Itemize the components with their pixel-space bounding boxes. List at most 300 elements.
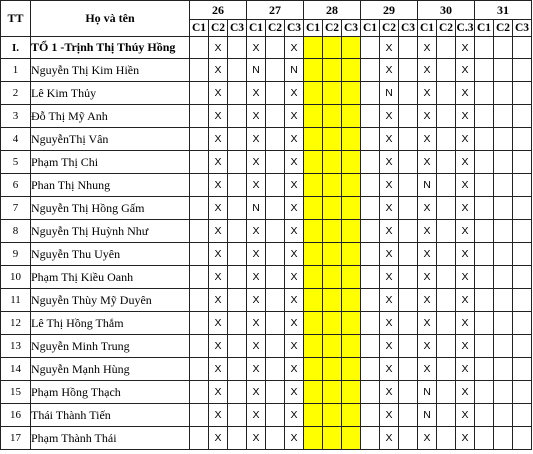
mark-cell[interactable] — [266, 243, 285, 266]
mark-cell[interactable] — [361, 82, 380, 105]
mark-cell[interactable] — [266, 358, 285, 381]
mark-cell[interactable]: X — [456, 243, 475, 266]
mark-cell[interactable] — [304, 381, 323, 404]
member-name[interactable]: Lê Thị Hồng Thắm — [31, 312, 190, 335]
member-name[interactable]: Phạm Thị Chi — [31, 151, 190, 174]
member-name[interactable]: Lê Kim Thủy — [31, 82, 190, 105]
mark-cell[interactable] — [399, 358, 418, 381]
mark-cell[interactable] — [190, 243, 209, 266]
mark-cell[interactable]: X — [209, 335, 228, 358]
mark-cell[interactable] — [266, 289, 285, 312]
mark-cell[interactable] — [399, 82, 418, 105]
mark-cell[interactable] — [228, 82, 247, 105]
mark-cell[interactable] — [513, 335, 532, 358]
mark-cell[interactable] — [399, 105, 418, 128]
mark-cell[interactable] — [323, 220, 342, 243]
member-name[interactable]: Nguyễn Thùy Mỹ Duyên — [31, 289, 190, 312]
row-number[interactable]: 12 — [1, 312, 31, 335]
mark-cell[interactable]: X — [285, 105, 304, 128]
mark-cell[interactable] — [494, 220, 513, 243]
mark-cell[interactable]: X — [380, 128, 399, 151]
mark-cell[interactable] — [323, 289, 342, 312]
mark-cell[interactable] — [494, 82, 513, 105]
mark-cell[interactable] — [475, 266, 494, 289]
mark-cell[interactable]: X — [418, 220, 437, 243]
mark-cell[interactable] — [399, 151, 418, 174]
mark-cell[interactable]: N — [380, 82, 399, 105]
mark-cell[interactable] — [494, 59, 513, 82]
mark-cell[interactable]: X — [285, 128, 304, 151]
mark-cell[interactable] — [266, 82, 285, 105]
mark-cell[interactable] — [304, 59, 323, 82]
mark-cell[interactable]: X — [247, 174, 266, 197]
row-number[interactable]: 6 — [1, 174, 31, 197]
mark-cell[interactable] — [266, 59, 285, 82]
mark-cell[interactable] — [323, 128, 342, 151]
mark-cell[interactable]: X — [380, 335, 399, 358]
mark-cell[interactable]: X — [418, 266, 437, 289]
mark-cell[interactable] — [437, 82, 456, 105]
mark-cell[interactable]: X — [380, 59, 399, 82]
member-name[interactable]: Nguyễn Thu Uyên — [31, 243, 190, 266]
mark-cell[interactable] — [190, 381, 209, 404]
mark-cell[interactable] — [228, 174, 247, 197]
mark-cell[interactable] — [361, 197, 380, 220]
mark-cell[interactable] — [399, 128, 418, 151]
mark-cell[interactable]: N — [285, 59, 304, 82]
mark-cell[interactable] — [399, 427, 418, 450]
mark-cell[interactable]: X — [456, 266, 475, 289]
mark-cell[interactable] — [342, 358, 361, 381]
mark-cell[interactable] — [513, 266, 532, 289]
mark-cell[interactable] — [304, 174, 323, 197]
mark-cell[interactable] — [361, 105, 380, 128]
mark-cell[interactable] — [304, 128, 323, 151]
mark-cell[interactable] — [437, 335, 456, 358]
mark-cell[interactable] — [437, 289, 456, 312]
mark-cell[interactable] — [266, 404, 285, 427]
mark-cell[interactable] — [266, 427, 285, 450]
row-number[interactable]: 3 — [1, 105, 31, 128]
mark-cell[interactable] — [228, 427, 247, 450]
mark-cell[interactable]: X — [209, 404, 228, 427]
mark-cell[interactable] — [228, 312, 247, 335]
mark-cell[interactable]: X — [209, 105, 228, 128]
mark-cell[interactable] — [361, 427, 380, 450]
mark-cell[interactable]: X — [380, 266, 399, 289]
member-name[interactable]: Phạm Thành Thái — [31, 427, 190, 450]
mark-cell[interactable] — [437, 312, 456, 335]
mark-cell[interactable] — [513, 105, 532, 128]
row-number[interactable]: 1 — [1, 59, 31, 82]
mark-cell[interactable] — [342, 289, 361, 312]
mark-cell[interactable] — [190, 151, 209, 174]
mark-cell[interactable] — [399, 404, 418, 427]
mark-cell[interactable]: X — [456, 427, 475, 450]
mark-cell[interactable] — [190, 289, 209, 312]
mark-cell[interactable]: X — [285, 358, 304, 381]
member-name[interactable]: Nguyễn Thị Huỳnh Như — [31, 220, 190, 243]
mark-cell[interactable]: X — [209, 128, 228, 151]
mark-cell[interactable]: X — [285, 151, 304, 174]
member-name[interactable]: Đỗ Thị Mỹ Anh — [31, 105, 190, 128]
mark-cell[interactable] — [399, 37, 418, 59]
mark-cell[interactable]: X — [380, 312, 399, 335]
mark-cell[interactable]: X — [285, 427, 304, 450]
mark-cell[interactable] — [513, 312, 532, 335]
mark-cell[interactable] — [513, 358, 532, 381]
mark-cell[interactable] — [266, 105, 285, 128]
mark-cell[interactable] — [437, 404, 456, 427]
mark-cell[interactable]: X — [209, 174, 228, 197]
mark-cell[interactable]: N — [418, 404, 437, 427]
mark-cell[interactable] — [361, 266, 380, 289]
mark-cell[interactable] — [361, 381, 380, 404]
mark-cell[interactable]: X — [285, 37, 304, 59]
mark-cell[interactable]: X — [418, 59, 437, 82]
row-number[interactable]: 10 — [1, 266, 31, 289]
mark-cell[interactable] — [266, 151, 285, 174]
mark-cell[interactable]: X — [456, 381, 475, 404]
mark-cell[interactable] — [399, 197, 418, 220]
mark-cell[interactable] — [342, 404, 361, 427]
mark-cell[interactable] — [190, 404, 209, 427]
mark-cell[interactable] — [475, 427, 494, 450]
mark-cell[interactable] — [399, 59, 418, 82]
mark-cell[interactable] — [513, 37, 532, 59]
mark-cell[interactable]: X — [209, 381, 228, 404]
mark-cell[interactable] — [266, 128, 285, 151]
row-number[interactable]: 11 — [1, 289, 31, 312]
mark-cell[interactable]: X — [247, 37, 266, 59]
mark-cell[interactable]: X — [209, 289, 228, 312]
mark-cell[interactable] — [266, 197, 285, 220]
mark-cell[interactable] — [513, 404, 532, 427]
mark-cell[interactable] — [304, 82, 323, 105]
mark-cell[interactable] — [342, 37, 361, 59]
member-name[interactable]: TỔ 1 -Trịnh Thị Thúy Hồng — [31, 37, 190, 59]
mark-cell[interactable]: X — [418, 289, 437, 312]
mark-cell[interactable]: X — [285, 404, 304, 427]
mark-cell[interactable] — [323, 404, 342, 427]
mark-cell[interactable] — [323, 174, 342, 197]
mark-cell[interactable]: X — [456, 174, 475, 197]
mark-cell[interactable] — [437, 151, 456, 174]
mark-cell[interactable] — [304, 37, 323, 59]
mark-cell[interactable]: X — [285, 266, 304, 289]
mark-cell[interactable] — [513, 59, 532, 82]
mark-cell[interactable]: X — [247, 266, 266, 289]
mark-cell[interactable] — [323, 105, 342, 128]
mark-cell[interactable] — [494, 37, 513, 59]
mark-cell[interactable]: X — [418, 82, 437, 105]
mark-cell[interactable] — [437, 220, 456, 243]
mark-cell[interactable]: X — [456, 335, 475, 358]
mark-cell[interactable] — [494, 105, 513, 128]
mark-cell[interactable] — [475, 335, 494, 358]
mark-cell[interactable] — [513, 197, 532, 220]
member-name[interactable]: Nguyễn Thị Hồng Gấm — [31, 197, 190, 220]
mark-cell[interactable] — [361, 37, 380, 59]
mark-cell[interactable] — [475, 243, 494, 266]
mark-cell[interactable] — [323, 197, 342, 220]
mark-cell[interactable] — [266, 381, 285, 404]
mark-cell[interactable] — [475, 37, 494, 59]
mark-cell[interactable] — [342, 335, 361, 358]
mark-cell[interactable]: X — [247, 105, 266, 128]
mark-cell[interactable]: X — [418, 151, 437, 174]
mark-cell[interactable] — [437, 105, 456, 128]
mark-cell[interactable] — [475, 105, 494, 128]
mark-cell[interactable] — [190, 105, 209, 128]
mark-cell[interactable]: X — [247, 82, 266, 105]
mark-cell[interactable]: X — [418, 37, 437, 59]
mark-cell[interactable] — [304, 289, 323, 312]
mark-cell[interactable] — [399, 289, 418, 312]
mark-cell[interactable] — [513, 174, 532, 197]
mark-cell[interactable] — [304, 358, 323, 381]
mark-cell[interactable]: X — [247, 128, 266, 151]
mark-cell[interactable]: X — [247, 243, 266, 266]
mark-cell[interactable] — [323, 358, 342, 381]
mark-cell[interactable] — [304, 266, 323, 289]
mark-cell[interactable] — [266, 37, 285, 59]
mark-cell[interactable] — [228, 197, 247, 220]
mark-cell[interactable]: X — [285, 220, 304, 243]
mark-cell[interactable] — [513, 289, 532, 312]
mark-cell[interactable] — [513, 220, 532, 243]
mark-cell[interactable]: X — [285, 289, 304, 312]
mark-cell[interactable]: X — [209, 427, 228, 450]
mark-cell[interactable]: X — [285, 174, 304, 197]
mark-cell[interactable] — [228, 266, 247, 289]
mark-cell[interactable] — [475, 82, 494, 105]
mark-cell[interactable] — [266, 312, 285, 335]
mark-cell[interactable] — [266, 174, 285, 197]
mark-cell[interactable] — [190, 358, 209, 381]
mark-cell[interactable] — [342, 197, 361, 220]
mark-cell[interactable]: X — [418, 128, 437, 151]
mark-cell[interactable] — [494, 312, 513, 335]
mark-cell[interactable] — [228, 128, 247, 151]
mark-cell[interactable] — [342, 151, 361, 174]
mark-cell[interactable] — [190, 220, 209, 243]
mark-cell[interactable] — [399, 174, 418, 197]
mark-cell[interactable] — [494, 381, 513, 404]
mark-cell[interactable]: X — [285, 312, 304, 335]
mark-cell[interactable] — [475, 151, 494, 174]
mark-cell[interactable] — [475, 220, 494, 243]
mark-cell[interactable]: X — [380, 174, 399, 197]
mark-cell[interactable]: X — [285, 82, 304, 105]
mark-cell[interactable] — [475, 289, 494, 312]
mark-cell[interactable] — [342, 82, 361, 105]
mark-cell[interactable]: X — [418, 197, 437, 220]
mark-cell[interactable]: X — [247, 220, 266, 243]
mark-cell[interactable]: X — [209, 243, 228, 266]
mark-cell[interactable]: X — [285, 381, 304, 404]
mark-cell[interactable] — [494, 174, 513, 197]
mark-cell[interactable] — [342, 59, 361, 82]
mark-cell[interactable]: X — [209, 197, 228, 220]
mark-cell[interactable]: X — [380, 197, 399, 220]
mark-cell[interactable]: X — [456, 358, 475, 381]
mark-cell[interactable]: X — [456, 105, 475, 128]
mark-cell[interactable]: X — [418, 335, 437, 358]
mark-cell[interactable]: X — [247, 404, 266, 427]
mark-cell[interactable] — [323, 427, 342, 450]
row-number[interactable]: 14 — [1, 358, 31, 381]
mark-cell[interactable] — [437, 197, 456, 220]
mark-cell[interactable] — [228, 105, 247, 128]
mark-cell[interactable]: X — [456, 37, 475, 59]
mark-cell[interactable]: X — [456, 151, 475, 174]
mark-cell[interactable]: X — [247, 358, 266, 381]
mark-cell[interactable] — [342, 128, 361, 151]
mark-cell[interactable]: X — [247, 381, 266, 404]
mark-cell[interactable] — [228, 289, 247, 312]
mark-cell[interactable] — [342, 266, 361, 289]
mark-cell[interactable] — [513, 82, 532, 105]
mark-cell[interactable] — [399, 243, 418, 266]
mark-cell[interactable] — [304, 312, 323, 335]
mark-cell[interactable] — [342, 105, 361, 128]
mark-cell[interactable] — [228, 404, 247, 427]
mark-cell[interactable] — [342, 243, 361, 266]
mark-cell[interactable] — [513, 151, 532, 174]
member-name[interactable]: Phan Thị Nhung — [31, 174, 190, 197]
mark-cell[interactable] — [494, 358, 513, 381]
mark-cell[interactable] — [190, 312, 209, 335]
mark-cell[interactable] — [361, 404, 380, 427]
mark-cell[interactable] — [323, 243, 342, 266]
mark-cell[interactable] — [304, 151, 323, 174]
row-number[interactable]: 15 — [1, 381, 31, 404]
mark-cell[interactable] — [494, 128, 513, 151]
mark-cell[interactable] — [399, 335, 418, 358]
mark-cell[interactable] — [323, 266, 342, 289]
mark-cell[interactable]: X — [456, 82, 475, 105]
mark-cell[interactable] — [190, 266, 209, 289]
mark-cell[interactable]: X — [380, 243, 399, 266]
mark-cell[interactable]: N — [418, 381, 437, 404]
row-number[interactable]: I. — [1, 37, 31, 59]
mark-cell[interactable] — [304, 105, 323, 128]
mark-cell[interactable] — [304, 427, 323, 450]
mark-cell[interactable]: X — [247, 289, 266, 312]
mark-cell[interactable] — [475, 312, 494, 335]
mark-cell[interactable] — [323, 82, 342, 105]
mark-cell[interactable]: X — [456, 59, 475, 82]
mark-cell[interactable]: X — [456, 128, 475, 151]
mark-cell[interactable] — [361, 220, 380, 243]
mark-cell[interactable] — [437, 358, 456, 381]
mark-cell[interactable]: X — [456, 220, 475, 243]
mark-cell[interactable] — [228, 59, 247, 82]
mark-cell[interactable] — [323, 151, 342, 174]
row-number[interactable]: 8 — [1, 220, 31, 243]
mark-cell[interactable]: X — [456, 404, 475, 427]
mark-cell[interactable]: X — [380, 105, 399, 128]
mark-cell[interactable]: X — [209, 358, 228, 381]
mark-cell[interactable] — [361, 289, 380, 312]
mark-cell[interactable] — [304, 243, 323, 266]
mark-cell[interactable]: X — [285, 335, 304, 358]
mark-cell[interactable]: X — [380, 151, 399, 174]
mark-cell[interactable] — [361, 335, 380, 358]
mark-cell[interactable] — [475, 404, 494, 427]
mark-cell[interactable]: X — [285, 197, 304, 220]
mark-cell[interactable] — [304, 197, 323, 220]
member-name[interactable]: Phạm Hồng Thạch — [31, 381, 190, 404]
mark-cell[interactable] — [304, 335, 323, 358]
mark-cell[interactable] — [361, 59, 380, 82]
mark-cell[interactable] — [513, 128, 532, 151]
mark-cell[interactable] — [190, 128, 209, 151]
mark-cell[interactable] — [190, 82, 209, 105]
mark-cell[interactable]: X — [209, 82, 228, 105]
mark-cell[interactable]: X — [209, 220, 228, 243]
mark-cell[interactable] — [437, 128, 456, 151]
mark-cell[interactable] — [513, 381, 532, 404]
mark-cell[interactable] — [228, 220, 247, 243]
mark-cell[interactable] — [342, 427, 361, 450]
mark-cell[interactable]: X — [380, 220, 399, 243]
row-number[interactable]: 2 — [1, 82, 31, 105]
mark-cell[interactable] — [266, 335, 285, 358]
mark-cell[interactable] — [228, 358, 247, 381]
row-number[interactable]: 9 — [1, 243, 31, 266]
row-number[interactable]: 13 — [1, 335, 31, 358]
row-number[interactable]: 4 — [1, 128, 31, 151]
mark-cell[interactable] — [304, 404, 323, 427]
mark-cell[interactable]: X — [209, 151, 228, 174]
mark-cell[interactable] — [342, 220, 361, 243]
mark-cell[interactable]: X — [209, 59, 228, 82]
mark-cell[interactable] — [190, 197, 209, 220]
mark-cell[interactable] — [475, 358, 494, 381]
mark-cell[interactable]: X — [456, 289, 475, 312]
mark-cell[interactable] — [190, 335, 209, 358]
mark-cell[interactable] — [323, 37, 342, 59]
mark-cell[interactable] — [190, 59, 209, 82]
mark-cell[interactable] — [437, 59, 456, 82]
mark-cell[interactable]: X — [247, 151, 266, 174]
mark-cell[interactable] — [228, 381, 247, 404]
mark-cell[interactable]: X — [247, 427, 266, 450]
mark-cell[interactable] — [304, 220, 323, 243]
mark-cell[interactable] — [361, 243, 380, 266]
mark-cell[interactable]: X — [380, 404, 399, 427]
mark-cell[interactable]: X — [380, 358, 399, 381]
mark-cell[interactable]: X — [247, 335, 266, 358]
mark-cell[interactable] — [399, 312, 418, 335]
mark-cell[interactable]: X — [247, 312, 266, 335]
mark-cell[interactable]: X — [418, 105, 437, 128]
mark-cell[interactable]: N — [247, 59, 266, 82]
mark-cell[interactable] — [342, 312, 361, 335]
mark-cell[interactable] — [475, 174, 494, 197]
mark-cell[interactable] — [475, 59, 494, 82]
mark-cell[interactable] — [437, 37, 456, 59]
mark-cell[interactable] — [323, 335, 342, 358]
mark-cell[interactable] — [494, 427, 513, 450]
mark-cell[interactable] — [494, 197, 513, 220]
mark-cell[interactable]: X — [209, 37, 228, 59]
mark-cell[interactable] — [323, 59, 342, 82]
mark-cell[interactable] — [228, 335, 247, 358]
row-number[interactable]: 5 — [1, 151, 31, 174]
